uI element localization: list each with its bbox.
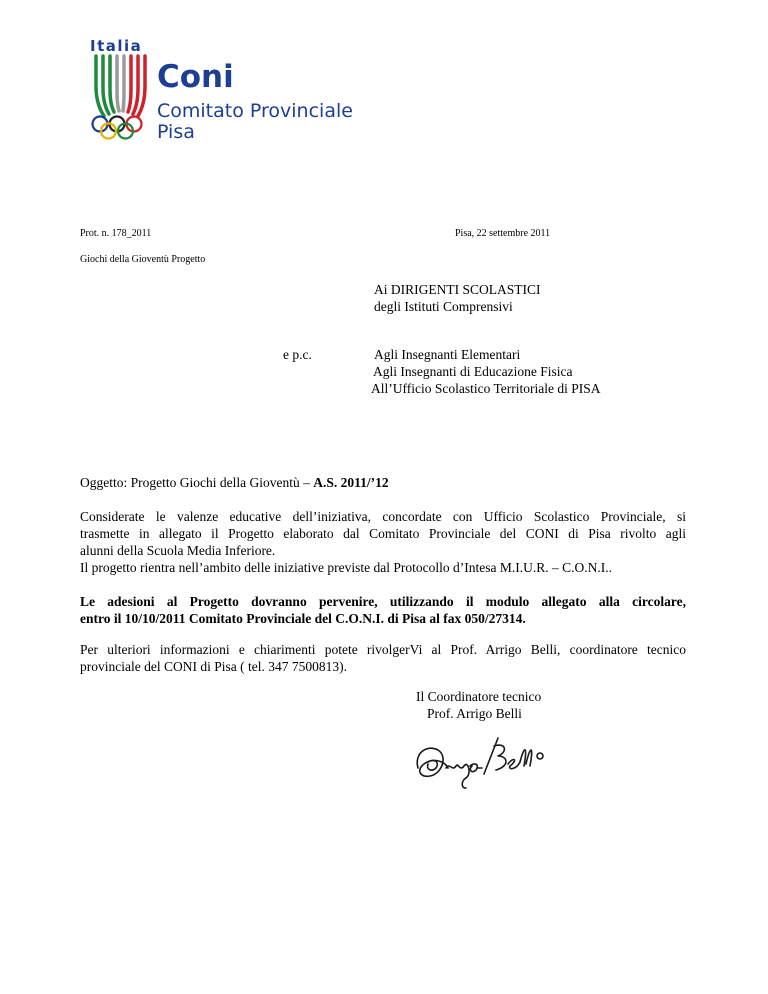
recipient-primary-line2: degli Istituti Comprensivi (374, 299, 513, 314)
place-date: Pisa, 22 settembre 2011 (455, 228, 551, 239)
cc-label: e p.c. (283, 347, 312, 362)
logo-line1: Comitato Provinciale (157, 100, 353, 122)
signature-title: Il Coordinatore tecnico (416, 689, 542, 704)
cc-line1: Agli Insegnanti Elementari (374, 347, 521, 362)
project-label: Giochi della Gioventù Progetto (80, 254, 206, 265)
logo-line2: Pisa (157, 121, 195, 143)
logo-brand: Coni (157, 59, 234, 95)
paragraph-deadline (80, 593, 686, 627)
paragraph-intro-line: Considerate le valenze educative dell’iniziativa, concordate con Ufficio Scolastico Provinciale, si (80, 509, 686, 524)
logo-country: Italia (90, 37, 143, 55)
cc-line3: All’Ufficio Scolastico Territoriale di PISA (371, 381, 601, 396)
signature-name: Prof. Arrigo Belli (427, 706, 522, 721)
coni-emblem-icon (82, 34, 362, 147)
tricolore-stripes-icon (96, 56, 145, 116)
paragraph-deadline-line: Le adesioni al Progetto dovranno pervenire, utilizzando il modulo allegato alla circolare, (80, 594, 686, 609)
coni-logo (82, 34, 362, 147)
paragraph-intro-line: Il progetto rientra nell’ambito delle iniziative previste dal Protocollo d’Intesa M.I.U.R. – C.O.N.I.. (80, 560, 612, 575)
subject-line (80, 474, 389, 491)
olympic-rings-icon (93, 117, 142, 139)
handwritten-signature-icon (410, 716, 550, 800)
paragraph-deadline-line: entro il 10/10/2011 Comitato Provinciale del C.O.N.I. di Pisa al fax 050/27314. (80, 611, 526, 626)
subject-year: A.S. 2011/’12 (313, 475, 389, 490)
paragraph-intro-line: alunni della Scuola Media Inferiore. (80, 543, 276, 558)
paragraph-intro (80, 508, 686, 576)
recipient-primary-line1: Ai DIRIGENTI SCOLASTICI (374, 282, 541, 297)
subject-label: Oggetto: Progetto Giochi della Gioventù – (80, 475, 314, 490)
paragraph-contact (80, 641, 686, 675)
paragraph-intro-line: trasmette in allegato il Progetto elaborato dal Comitato Provinciale del CONI di Pisa rivolto agli (80, 526, 686, 541)
cc-line2: Agli Insegnanti di Educazione Fisica (373, 364, 573, 379)
protocol-number: Prot. n. 178_2011 (80, 228, 152, 239)
paragraph-contact-line: Per ulteriori informazioni e chiarimenti potete rivolgerVi al Prof. Arrigo Belli, coordinatore tecnico (80, 642, 686, 657)
paragraph-contact-line: provinciale del CONI di Pisa ( tel. 347 7500813). (80, 659, 347, 674)
